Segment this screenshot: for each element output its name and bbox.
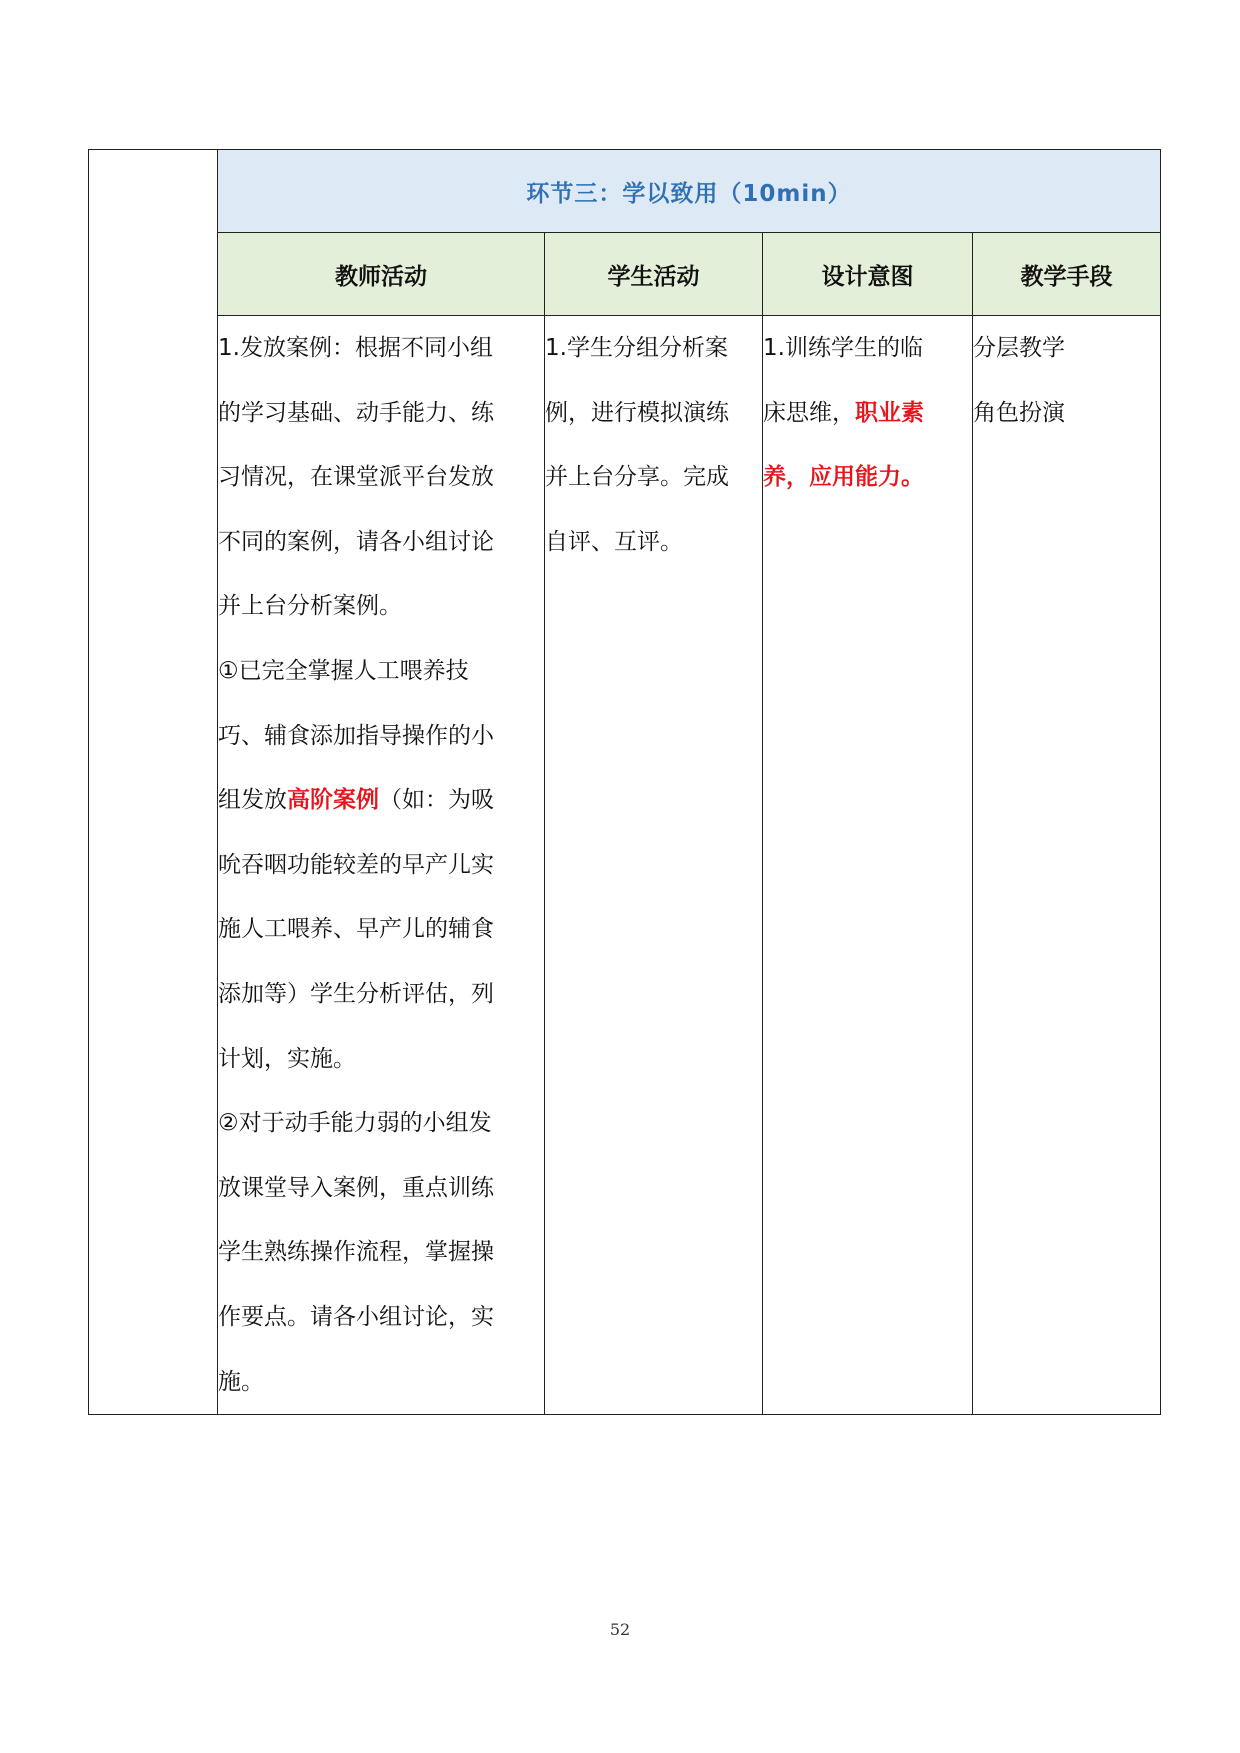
- teacher-activity-line: [218, 1350, 544, 1415]
- design-intent-text: 床思维，: [763, 399, 855, 426]
- teacher-activity-line: [218, 1156, 544, 1221]
- teacher-activity-text: 施人工喂养、早产儿的辅食: [218, 916, 494, 943]
- highlight-text: 养，应用能力。: [763, 464, 924, 491]
- student-activity-line: 并上台分享。完成: [545, 464, 729, 491]
- teaching-means-cell: [973, 316, 1161, 1415]
- teacher-activity-text: 作要点。请各小组讨论，实: [218, 1303, 494, 1330]
- teacher-activity-line: [218, 639, 544, 704]
- teacher-activity-text: ②对于动手能力弱的小组发: [218, 1110, 492, 1137]
- design-intent-cell: [763, 316, 973, 1415]
- student-activity-line: 例，进行模拟演练: [545, 399, 729, 426]
- teacher-activity-cell: [218, 316, 545, 1415]
- teacher-activity-text: 添加等）学生分析评估，列: [218, 980, 494, 1007]
- teacher-activity-text: 的学习基础、动手能力、练: [218, 399, 494, 426]
- header-student-activity: [545, 233, 763, 316]
- header-design-intent: [763, 233, 973, 316]
- design-intent-line: [763, 445, 972, 510]
- header-student-label: 学生活动: [607, 263, 700, 290]
- teacher-activity-line: [218, 1091, 544, 1156]
- design-intent-text: 1.训练学生的临: [763, 335, 923, 361]
- teacher-activity-text: 计划，实施。: [218, 1045, 356, 1072]
- teacher-activity-line: [218, 897, 544, 962]
- teacher-activity-text: （如：为吸: [379, 787, 494, 814]
- header-teacher-label: 教师活动: [335, 263, 427, 290]
- teacher-activity-line: [218, 510, 544, 575]
- header-design-label: 设计意图: [821, 263, 914, 290]
- teacher-activity-text: 组发放: [218, 787, 287, 814]
- teacher-activity-text: 放课堂导入案例，重点训练: [218, 1174, 494, 1201]
- teacher-activity-text: 不同的案例，请各小组讨论: [218, 528, 494, 555]
- teaching-means-line: 角色扮演: [973, 399, 1065, 426]
- teacher-activity-line: [218, 574, 544, 639]
- teacher-activity-line: [218, 316, 544, 381]
- student-activity-line: 1.学生分组分析案: [545, 335, 728, 361]
- teacher-activity-line: [218, 381, 544, 446]
- teaching-means-line: 分层教学: [973, 335, 1065, 361]
- page-number: 52: [609, 1620, 631, 1639]
- teacher-activity-line: [218, 962, 544, 1027]
- teacher-activity-text: 巧、辅食添加指导操作的小: [218, 722, 494, 749]
- highlight-text: 职业素: [855, 399, 924, 426]
- student-activity-cell: [545, 316, 763, 1415]
- teacher-activity-line: [218, 1285, 544, 1350]
- teacher-activity-text: 吮吞咽功能较差的早产儿实: [218, 851, 494, 878]
- teacher-activity-line: [218, 445, 544, 510]
- teacher-activity-text: 并上台分析案例。: [218, 593, 402, 620]
- lesson-plan-table: [88, 149, 1161, 1415]
- teacher-activity-text: 学生熟练操作流程，掌握操: [218, 1239, 494, 1266]
- stage-title: 环节三：学以致用（10min）: [526, 180, 852, 207]
- teacher-activity-text: 1.发放案例：根据不同小组: [218, 335, 493, 361]
- teacher-activity-text: 施。: [218, 1368, 264, 1395]
- teacher-activity-line: [218, 768, 544, 833]
- left-blank-column: [89, 150, 218, 1415]
- student-activity-line: 自评、互评。: [545, 528, 683, 555]
- design-intent-line: [763, 316, 972, 381]
- header-teacher-activity: [218, 233, 545, 316]
- stage-title-cell: [218, 150, 1161, 233]
- teacher-activity-line: [218, 833, 544, 898]
- header-teaching-means: [973, 233, 1161, 316]
- highlight-text: 高阶案例: [287, 787, 379, 814]
- teacher-activity-text: ①已完全掌握人工喂养技: [218, 657, 469, 684]
- teacher-activity-line: [218, 704, 544, 769]
- teacher-activity-text: 习情况，在课堂派平台发放: [218, 464, 494, 491]
- design-intent-line: [763, 381, 972, 446]
- teacher-activity-line: [218, 1027, 544, 1092]
- teacher-activity-line: [218, 1220, 544, 1285]
- header-means-label: 教学手段: [1020, 263, 1113, 290]
